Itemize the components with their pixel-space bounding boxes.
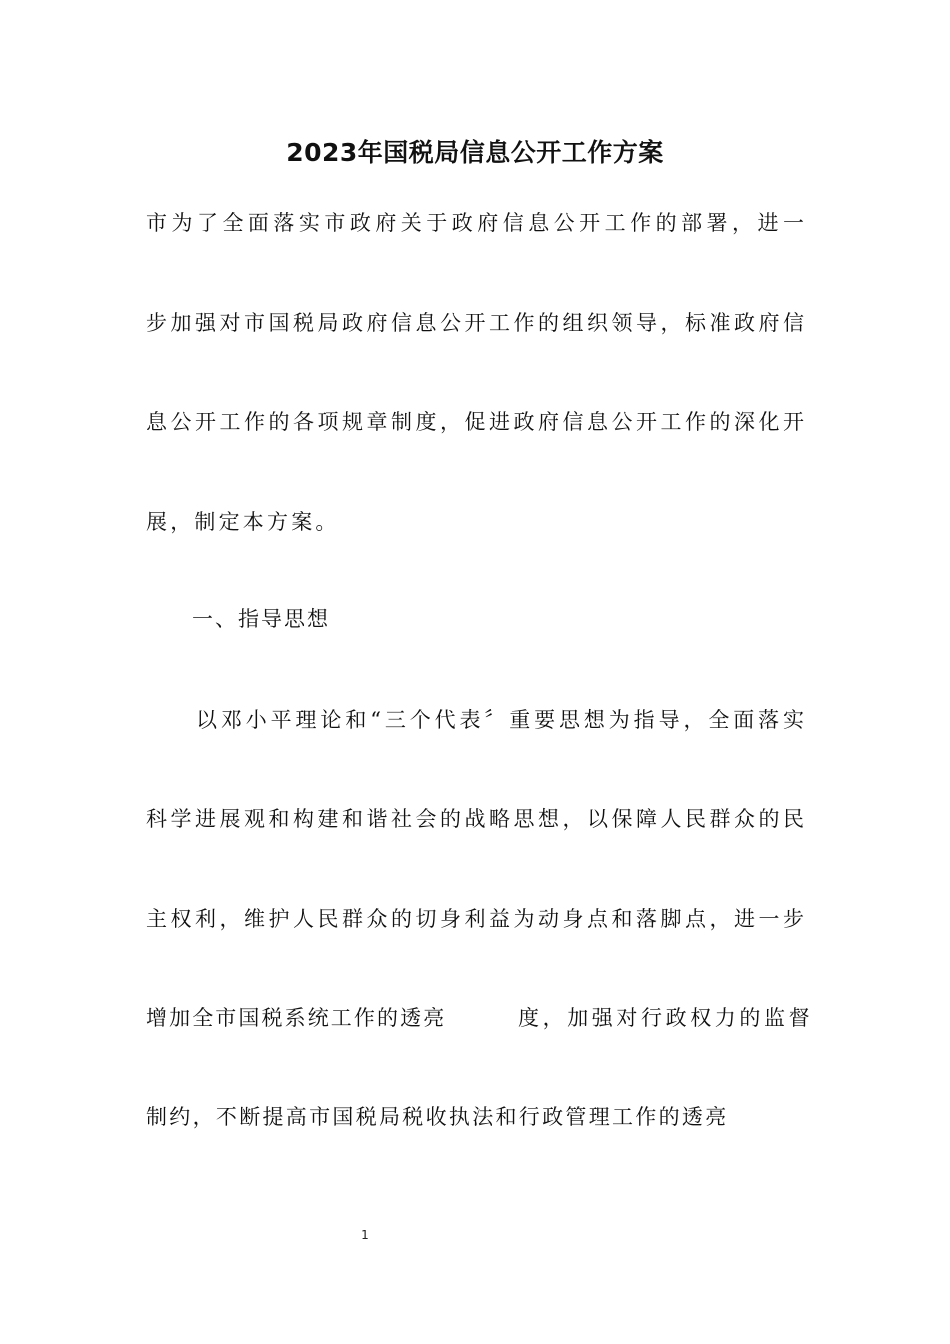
intro-line-3-text: 息公开工作的各项规章制度，促进政府信息公开工作的深化开 (146, 410, 804, 434)
body-line-3 (146, 903, 804, 935)
page-number: 1 (361, 1228, 369, 1242)
body-line-3-text: 主权利，维护人民群众的切身利益为动身点和落脚点，进一步 (146, 907, 804, 931)
body-line-1-text: 以邓小平理论和“三个代表〞重要思想为指导，全面落实 (196, 708, 804, 732)
intro-line-2-text: 步加强对市国税局政府信息公开工作的组织领导，标准政府信 (146, 311, 804, 335)
intro-line-1-text: 市为了全面落实市政府关于政府信息公开工作的部署，进一 (146, 211, 804, 235)
body-line-4-head: 增加全市国税系统工作的透亮 (146, 1006, 447, 1030)
body-line-2 (146, 803, 804, 835)
intro-line-2 (146, 307, 804, 339)
intro-line-4 (146, 506, 340, 538)
section-heading (192, 603, 330, 635)
intro-line-1 (146, 207, 804, 239)
body-line-4 (146, 1002, 814, 1034)
body-line-5-text: 制约，不断提高市国税局税收执法和行政管理工作的透亮 (146, 1105, 729, 1129)
body-line-4-tail: 度，加强对行政权力的监督 (518, 1006, 814, 1030)
body-line-2-text: 科学进展观和构建和谐社会的战略思想，以保障人民群众的民 (146, 807, 804, 831)
body-line-5 (146, 1101, 729, 1133)
section-heading-text: 一、指导思想 (192, 607, 330, 631)
intro-line-3 (146, 406, 804, 438)
document-title: 2023年国税局信息公开工作方案 (286, 138, 664, 167)
body-line-1 (196, 704, 804, 736)
intro-line-4-text: 展，制定本方案。 (146, 510, 340, 534)
